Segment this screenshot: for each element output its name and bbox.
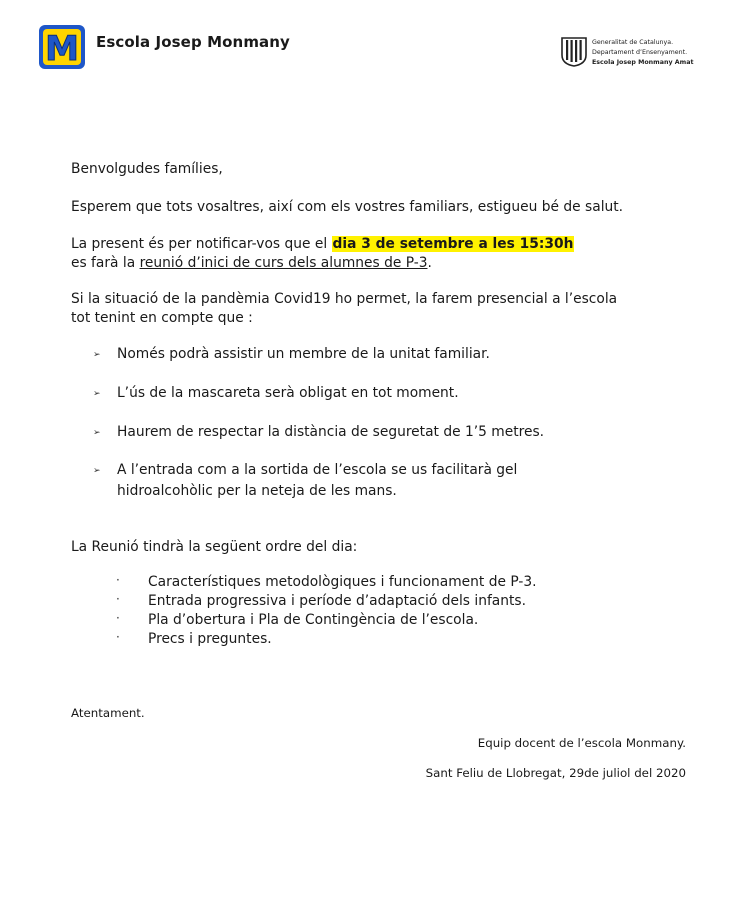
school-logo [38, 24, 86, 70]
school-name: Escola Josep Monmany [96, 33, 290, 51]
arrow-bullet-icon: ➢ [93, 428, 101, 438]
logo-letter: M [45, 29, 79, 69]
notice-line2-suffix: . [427, 255, 432, 271]
bullet-item: Haurem de respectar la distància de seguretat de 1’5 metres. [117, 424, 545, 440]
meeting-date-highlight: dia 3 de setembre a les 15:30h [332, 236, 574, 252]
notice-line2-prefix: es farà la [71, 255, 140, 271]
agenda-item: Precs i preguntes. [148, 631, 272, 647]
generalitat-emblem-icon [560, 35, 588, 67]
notice-prefix: La present és per notificar-vos que el [71, 236, 332, 252]
bullet-item-continued: hidroalcohòlic per la neteja de les mans. [117, 483, 397, 499]
dot-bullet-icon: · [116, 611, 120, 625]
dot-bullet-icon: · [116, 573, 120, 587]
meeting-title-underlined: reunió d’inici de curs dels alumnes de P-3 [139, 255, 428, 271]
gencat-line-3: Escola Josep Monmany Amat [592, 59, 694, 66]
arrow-bullet-icon: ➢ [93, 350, 101, 360]
greeting: Benvolgudes famílies, [71, 161, 223, 177]
bullet-item: A l’entrada com a la sortida de l’escola se us facilitarà gel [117, 462, 518, 478]
place-date: Sant Feliu de Llobregat, 29de juliol del 2020 [425, 766, 686, 780]
agenda-item: Entrada progressiva i període d’adaptació dels infants. [148, 593, 526, 609]
bullet-item: Només podrà assistir un membre de la unitat familiar. [117, 346, 490, 362]
bullet-item: L’ús de la mascareta serà obligat en tot moment. [117, 385, 459, 401]
arrow-bullet-icon: ➢ [93, 389, 101, 399]
agenda-intro: La Reunió tindrà la següent ordre del dia: [71, 539, 358, 555]
paragraph-notice-line-1 [71, 235, 574, 255]
dot-bullet-icon: · [116, 592, 120, 606]
paragraph-health: Esperem que tots vosaltres, així com els vostres familiars, estigueu bé de salut. [71, 199, 624, 215]
paragraph-covid-line-1: Si la situació de la pandèmia Covid19 ho permet, la farem presencial a l’escola [71, 291, 618, 307]
paragraph-notice-line-2 [71, 254, 432, 274]
signature: Equip docent de l’escola Monmany. [477, 736, 686, 750]
paragraph-covid-line-2: tot tenint en compte que : [71, 310, 253, 326]
gencat-line-1: Generalitat de Catalunya. [592, 39, 674, 46]
agenda-item: Pla d’obertura i Pla de Contingència de l’escola. [148, 612, 479, 628]
closing: Atentament. [71, 706, 145, 720]
generalitat-text [592, 38, 693, 68]
agenda-item: Característiques metodològiques i funcionament de P-3. [148, 574, 537, 590]
gencat-line-2: Departament d’Ensenyament. [592, 49, 688, 56]
arrow-bullet-icon: ➢ [93, 466, 101, 476]
dot-bullet-icon: · [116, 630, 120, 644]
